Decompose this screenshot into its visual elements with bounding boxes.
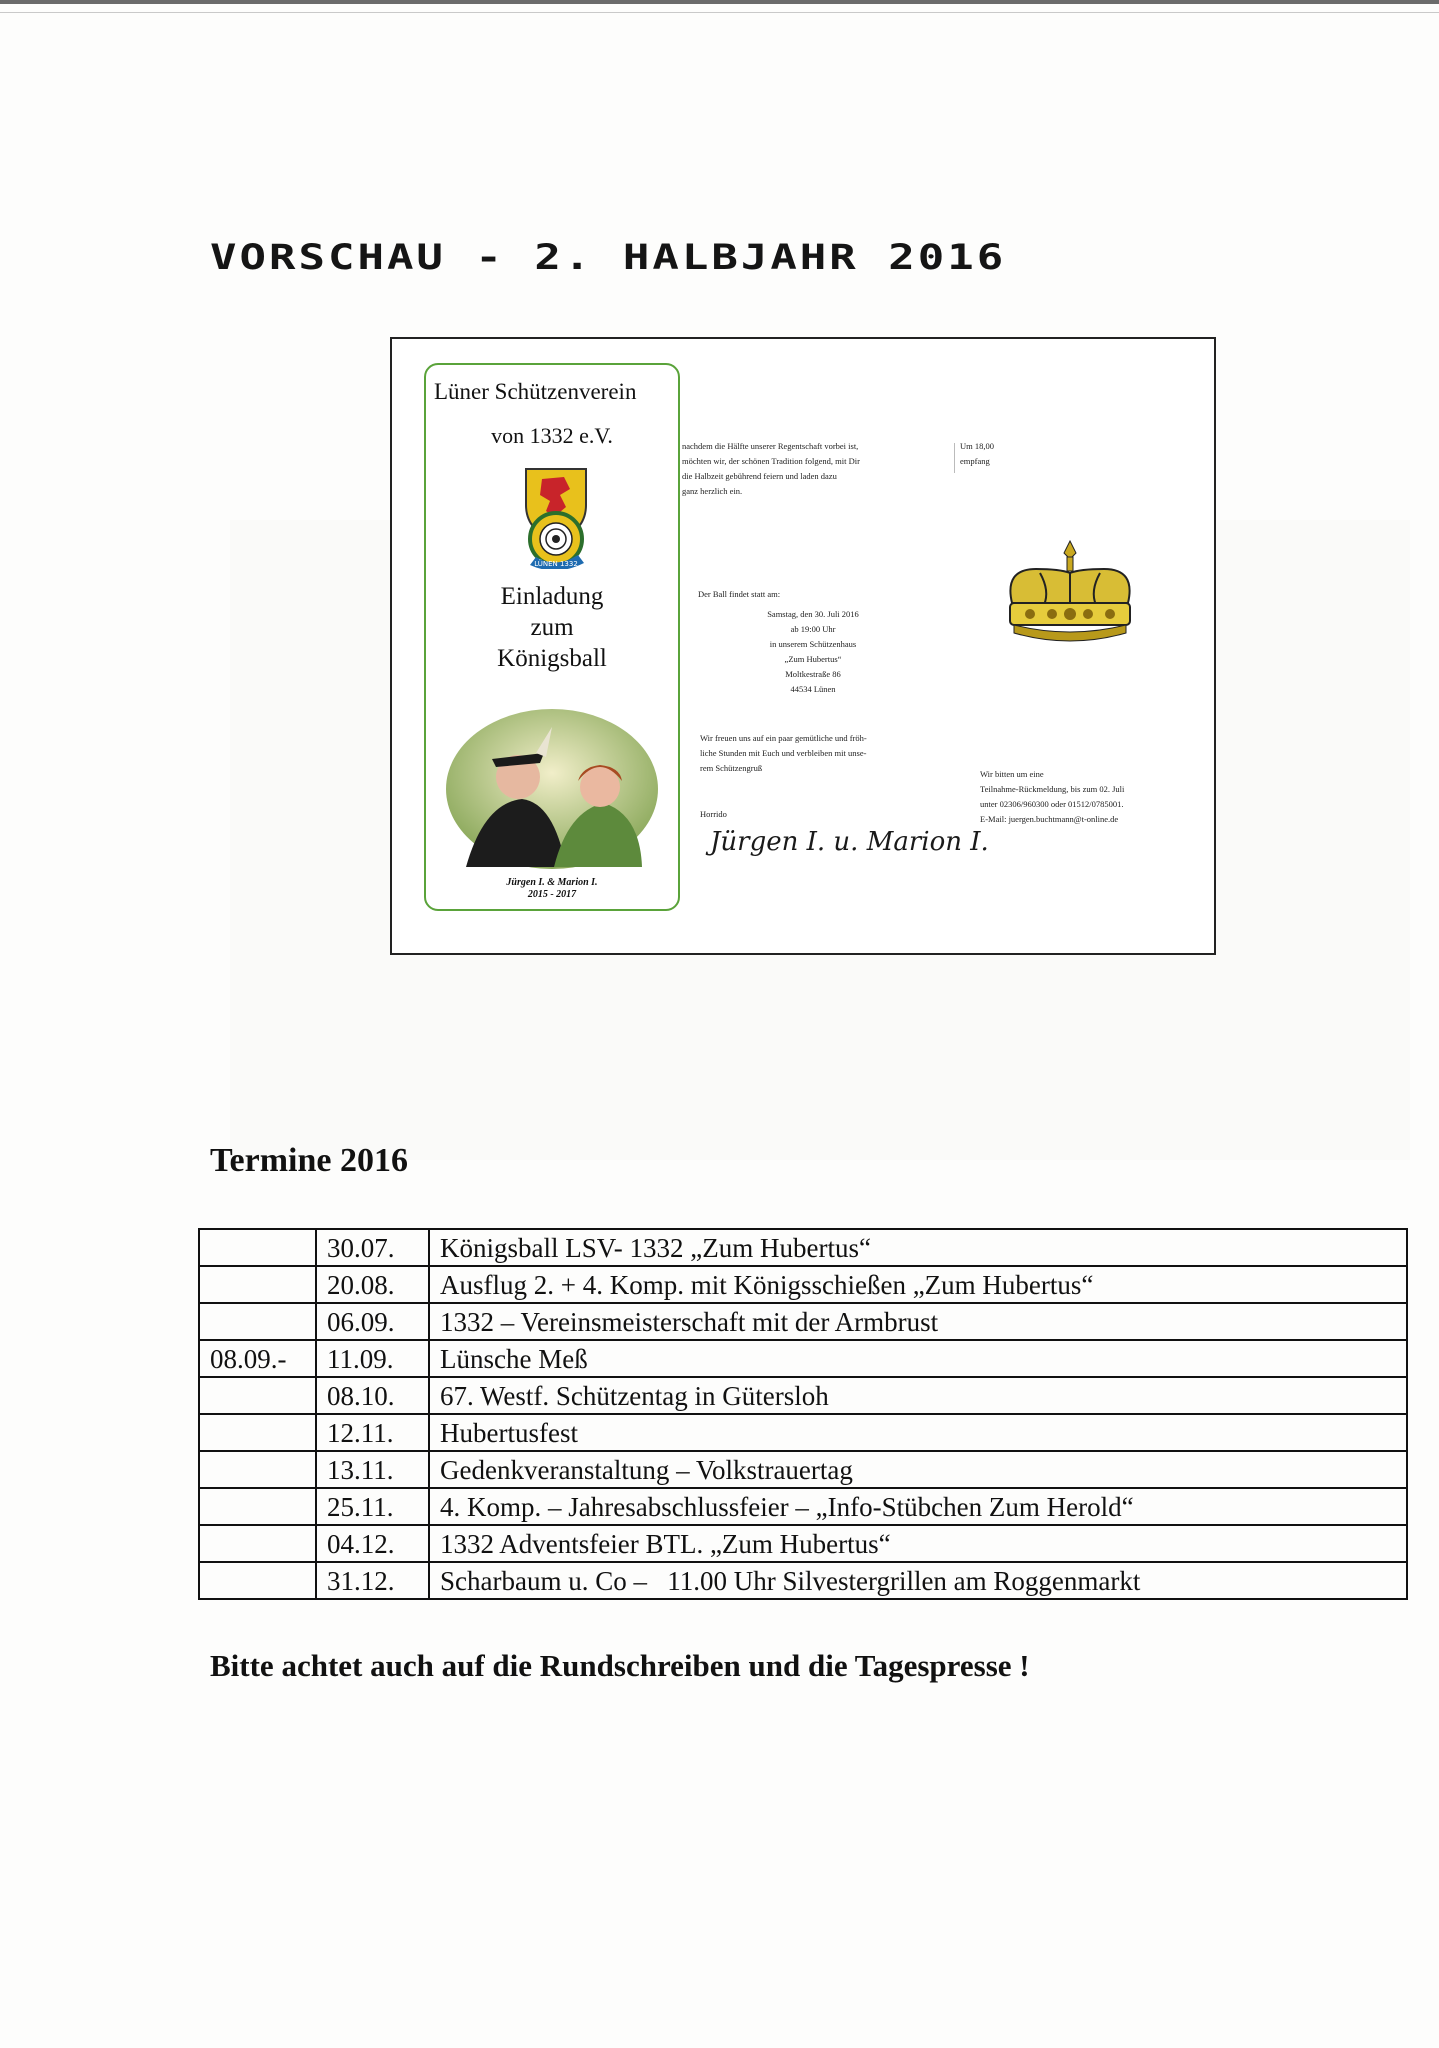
intro-line: ganz herzlich ein.: [682, 486, 743, 496]
ball-details: [738, 607, 888, 697]
footer-note: Bitte achtet auch auf die Rundschreiben und die Tagespresse !: [210, 1648, 1030, 1683]
event-date: 11.09.: [316, 1340, 429, 1377]
from-date: [199, 1451, 316, 1488]
invitation-card: [424, 363, 680, 911]
table-row: [199, 1377, 1407, 1414]
event-date: 30.07.: [316, 1229, 429, 1266]
from-date: 08.09.-: [199, 1340, 316, 1377]
table-row: [199, 1451, 1407, 1488]
details-line: ab 19:00 Uhr: [790, 624, 836, 634]
event-name: Lünsche Meß: [429, 1340, 1407, 1377]
details-line: in unserem Schützenhaus: [769, 639, 857, 649]
event-name: Königsball LSV- 1332 „Zum Hubertus“: [429, 1229, 1407, 1266]
closing-line: liche Stunden mit Euch und verbleiben mit unse-: [700, 748, 867, 758]
event-date: 12.11.: [316, 1414, 429, 1451]
from-date: [199, 1562, 316, 1599]
club-name: Lüner Schützenverein: [434, 379, 637, 404]
event-date: 31.12.: [316, 1562, 429, 1599]
intro-line: möchten wir, der schönen Tradition folgend, mit Dir: [682, 456, 860, 466]
rsvp-text: [980, 767, 1210, 827]
club-sub: von 1332 e.V.: [491, 423, 613, 448]
invitation-intro: [682, 439, 932, 499]
from-date: [199, 1266, 316, 1303]
rsvp-email: E-Mail: juergen.buchtmann@t-online.de: [980, 814, 1119, 824]
from-date: [199, 1414, 316, 1451]
termine-heading: Termine 2016: [210, 1142, 409, 1179]
photo-caption: [426, 877, 678, 901]
details-line: 44534 Lünen: [790, 684, 836, 694]
event-name: 1332 – Vereinsmeisterschaft mit der Armbrust: [429, 1303, 1407, 1340]
table-row: [199, 1340, 1407, 1377]
reception-line: empfang: [960, 456, 990, 466]
caption-names: Jürgen I. & Marion I.: [506, 877, 598, 888]
closing-line: rem Schützengruß: [700, 763, 763, 773]
intro-line: nachdem die Hälfte unserer Regentschaft vorbei ist,: [682, 441, 859, 451]
text-divider: [954, 443, 955, 473]
from-date: [199, 1303, 316, 1340]
table-row: [199, 1266, 1407, 1303]
crown-icon: [1000, 539, 1140, 659]
rsvp-line: unter 02306/960300 oder 01512/0785001.: [980, 799, 1124, 809]
termine-table: [198, 1228, 1408, 1600]
event-date: 06.09.: [316, 1303, 429, 1340]
invite-line-2: zum: [530, 614, 574, 641]
event-name: 4. Komp. – Jahresabschlussfeier – „Info-Stübchen Zum Herold“: [429, 1488, 1407, 1525]
from-date: [199, 1229, 316, 1266]
scan-line: [0, 12, 1439, 13]
table-row: [199, 1488, 1407, 1525]
ball-date-label: Der Ball findet statt am:: [698, 589, 781, 599]
intro-line: die Halbzeit gebührend feiern und laden dazu: [682, 471, 837, 481]
reception-line: Um 18,00: [960, 441, 994, 451]
page-title: VORSCHAU - 2. HALBJAHR 2016: [210, 238, 1007, 278]
from-date: [199, 1377, 316, 1414]
closing-line: Wir freuen uns auf ein paar gemütliche und fröh-: [700, 733, 867, 743]
details-line: Moltkestraße 86: [785, 669, 841, 679]
details-line: „Zum Hubertus“: [784, 654, 842, 664]
table-row: [199, 1303, 1407, 1340]
event-name: Scharbaum u. Co – 11.00 Uhr Silvestergrillen am Roggenmarkt: [429, 1562, 1407, 1599]
reception-note: [960, 439, 1030, 469]
crest-text: LÜNEN 1332: [534, 560, 578, 568]
rsvp-line: Wir bitten um eine: [980, 769, 1044, 779]
invite-line-3: Königsball: [497, 645, 607, 672]
event-name: 1332 Adventsfeier BTL. „Zum Hubertus“: [429, 1525, 1407, 1562]
event-name: Ausflug 2. + 4. Komp. mit Königsschießen „Zum Hubertus“: [429, 1266, 1407, 1303]
event-name: 67. Westf. Schützentag in Gütersloh: [429, 1377, 1407, 1414]
event-name: Hubertusfest: [429, 1414, 1407, 1451]
from-date: [199, 1488, 316, 1525]
royal-couple-photo: [444, 707, 660, 871]
invite-line-1: Einladung: [500, 583, 604, 610]
table-row: [199, 1229, 1407, 1266]
event-date: 08.10.: [316, 1377, 429, 1414]
from-date: [199, 1525, 316, 1562]
event-date: 20.08.: [316, 1266, 429, 1303]
event-date: 04.12.: [316, 1525, 429, 1562]
horrido-greeting: Horrido: [700, 809, 727, 819]
invitation-image: [390, 337, 1216, 955]
table-row: [199, 1414, 1407, 1451]
event-date: 25.11.: [316, 1488, 429, 1525]
table-row: [199, 1525, 1407, 1562]
caption-years: 2015 - 2017: [527, 889, 577, 900]
event-name: Gedenkveranstaltung – Volkstrauertag: [429, 1451, 1407, 1488]
table-row: [199, 1562, 1407, 1599]
scan-edge: [0, 0, 1439, 4]
event-date: 13.11.: [316, 1451, 429, 1488]
details-line: Samstag, den 30. Juli 2016: [767, 609, 859, 619]
closing-text: [700, 731, 950, 776]
signature: Jürgen I. u. Marion I.: [710, 827, 989, 857]
club-crest-icon: [512, 465, 600, 569]
rsvp-line: Teilnahme-Rückmeldung, bis zum 02. Juli: [980, 784, 1125, 794]
invitation-heading: [426, 581, 678, 674]
